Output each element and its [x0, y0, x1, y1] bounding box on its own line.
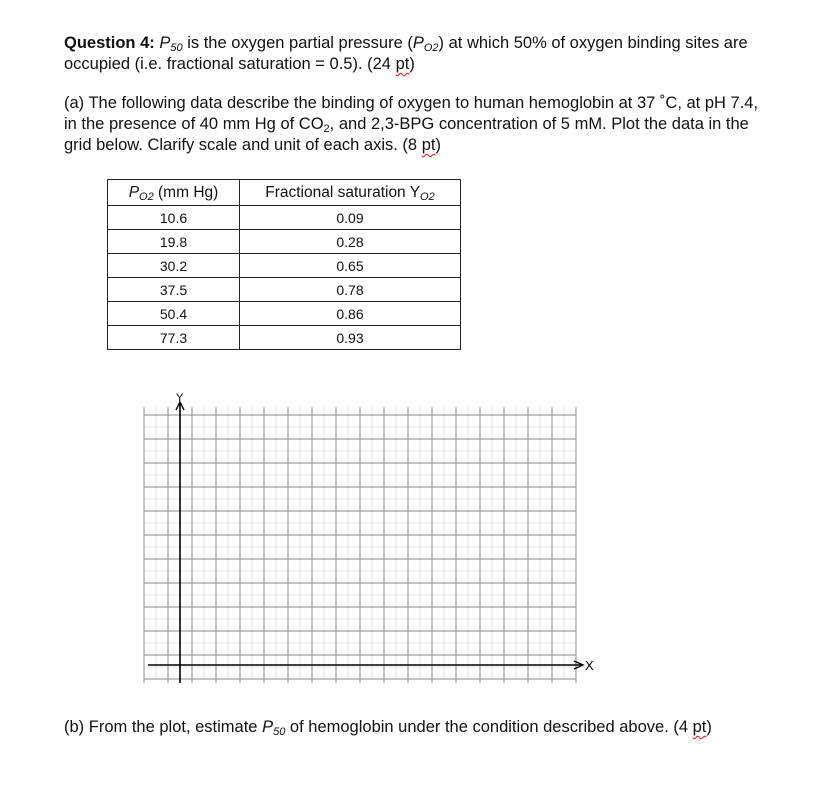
p50-symbol: P	[262, 718, 274, 736]
question-close: )	[409, 55, 415, 73]
points-word: pt	[421, 136, 436, 154]
column-header-po2: $P_{O2}$ (mm Hg)	[108, 180, 240, 206]
po2-cell: 30.2	[108, 254, 240, 278]
column-header-saturation: Fractional saturation $Y_{O2}$	[240, 180, 461, 206]
table-row	[108, 326, 461, 350]
part-b-paragraph	[64, 717, 764, 738]
table-header-row	[108, 180, 461, 206]
po2-cell: 50.4	[108, 302, 240, 326]
question-intro-1: is the oxygen partial pressure (	[182, 34, 413, 52]
p50-symbol: P	[159, 34, 171, 52]
saturation-cell: 0.65	[240, 254, 461, 278]
part-a-close: )	[435, 136, 441, 154]
points-word: pt	[395, 55, 410, 73]
y-axis-label: Y	[176, 392, 184, 404]
graph-paper-grid	[130, 385, 610, 683]
points-word: pt	[692, 718, 707, 736]
x-axis-label: X	[585, 658, 594, 673]
part-a-paragraph	[64, 93, 764, 156]
p50-subscript: 50	[273, 726, 286, 738]
table-row	[108, 254, 461, 278]
part-a-text: (a) The following data describe the binding of oxygen to human hemoglobin at 37 ˚C, at pH 7.4, in the presence of 40 mm Hg of CO	[64, 94, 759, 133]
saturation-cell: 0.86	[240, 302, 461, 326]
po2-cell: 19.8	[108, 230, 240, 254]
question-header	[64, 33, 764, 75]
table-row	[108, 230, 461, 254]
saturation-cell: 0.93	[240, 326, 461, 350]
p50-subscript: 50	[170, 42, 183, 54]
co2-subscript: 2	[323, 123, 330, 135]
po2-cell: 37.5	[108, 278, 240, 302]
saturation-cell: 0.78	[240, 278, 461, 302]
oxygen-binding-table	[107, 179, 461, 350]
saturation-cell: 0.09	[240, 206, 461, 230]
part-b-text-2: of hemoglobin under the condition described above. (4	[285, 718, 693, 736]
part-b-close: )	[706, 718, 712, 736]
question-label: Question 4:	[64, 34, 155, 52]
po2-symbol: P	[412, 34, 424, 52]
table-row	[108, 278, 461, 302]
part-b-text-1: (b) From the plot, estimate	[64, 718, 263, 736]
question-intro-2: ) at which 50% of oxygen binding sites are occupied (i.e. fractional saturation = 0.5). (24	[64, 34, 748, 73]
table-row	[108, 206, 461, 230]
part-a-text-2: , and 2,3-BPG concentration of 5 mM. Plot the data in the grid below. Clarify scale and unit of each axis. (8	[64, 115, 749, 154]
po2-cell: 77.3	[108, 326, 240, 350]
table-row	[108, 302, 461, 326]
saturation-cell: 0.28	[240, 230, 461, 254]
po2-cell: 10.6	[108, 206, 240, 230]
po2-subscript: O2	[423, 42, 439, 54]
